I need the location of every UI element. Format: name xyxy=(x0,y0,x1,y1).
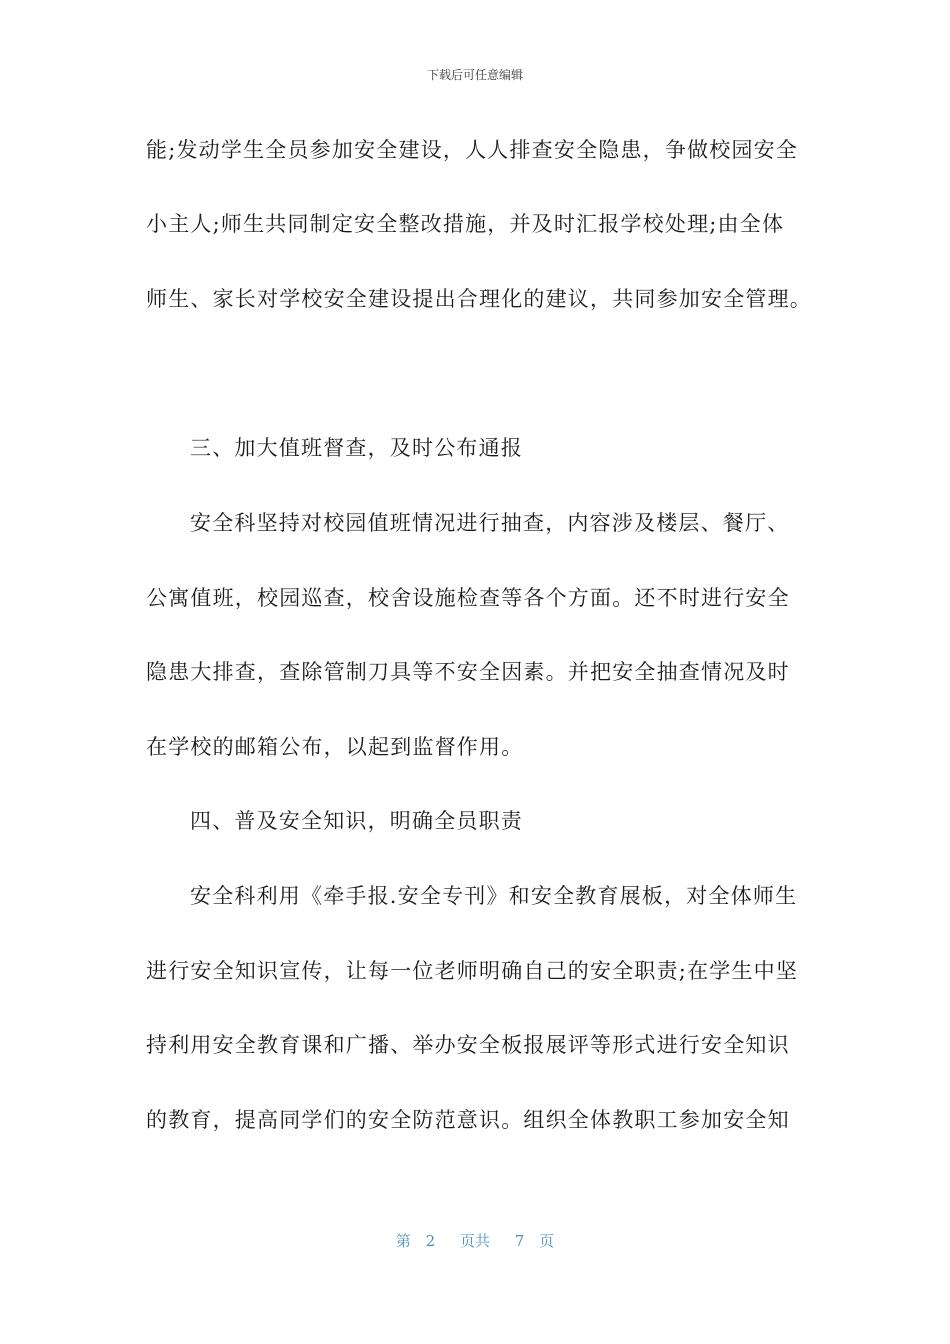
paragraph-line: 的教育，提高同学们的安全防范意识。组织全体教职工参加安全知 xyxy=(146,1108,790,1132)
paragraph-line: 小主人;师生共同制定安全整改措施，并及时汇报学校处理;由全体 xyxy=(146,212,785,236)
paragraph-line: 师生、家长对学校安全建设提出合理化的建议，共同参加安全管理。 xyxy=(146,287,812,311)
total-page-number: 7 xyxy=(514,1232,525,1250)
section-heading: 三、加大值班督查，及时公布通报 xyxy=(190,436,523,460)
page-header: 下载后可任意编辑 xyxy=(426,68,523,82)
section-heading: 四、普及安全知识，明确全员职责 xyxy=(190,809,523,833)
footer-middle: 页共 xyxy=(459,1232,490,1250)
paragraph-line: 安全科利用《牵手报.安全专刊》和安全教育展板，对全体师生 xyxy=(190,884,798,908)
paragraph-line: 在学校的邮箱公布，以起到监督作用。 xyxy=(146,735,524,759)
page-footer xyxy=(0,1230,950,1251)
footer-suffix: 页 xyxy=(539,1232,555,1250)
current-page-number: 2 xyxy=(425,1232,436,1250)
footer-prefix: 第 xyxy=(395,1232,411,1250)
paragraph-line: 能;发动学生全员参加安全建设，人人排查安全隐患，争做校园安全 xyxy=(146,138,799,162)
paragraph-line: 进行安全知识宣传，让每一位老师明确自己的安全职责;在学生中坚 xyxy=(146,959,799,983)
paragraph-line: 持利用安全教育课和广播、举办安全板报展评等形式进行安全知识 xyxy=(146,1033,790,1057)
paragraph-line: 隐患大排查，查除管制刀具等不安全因素。并把安全抽查情况及时 xyxy=(146,660,790,684)
paragraph-line: 公寓值班，校园巡查，校舍设施检查等各个方面。还不时进行安全 xyxy=(146,586,790,610)
paragraph-line: 安全科坚持对校园值班情况进行抽查，内容涉及楼层、餐厅、 xyxy=(190,511,790,535)
